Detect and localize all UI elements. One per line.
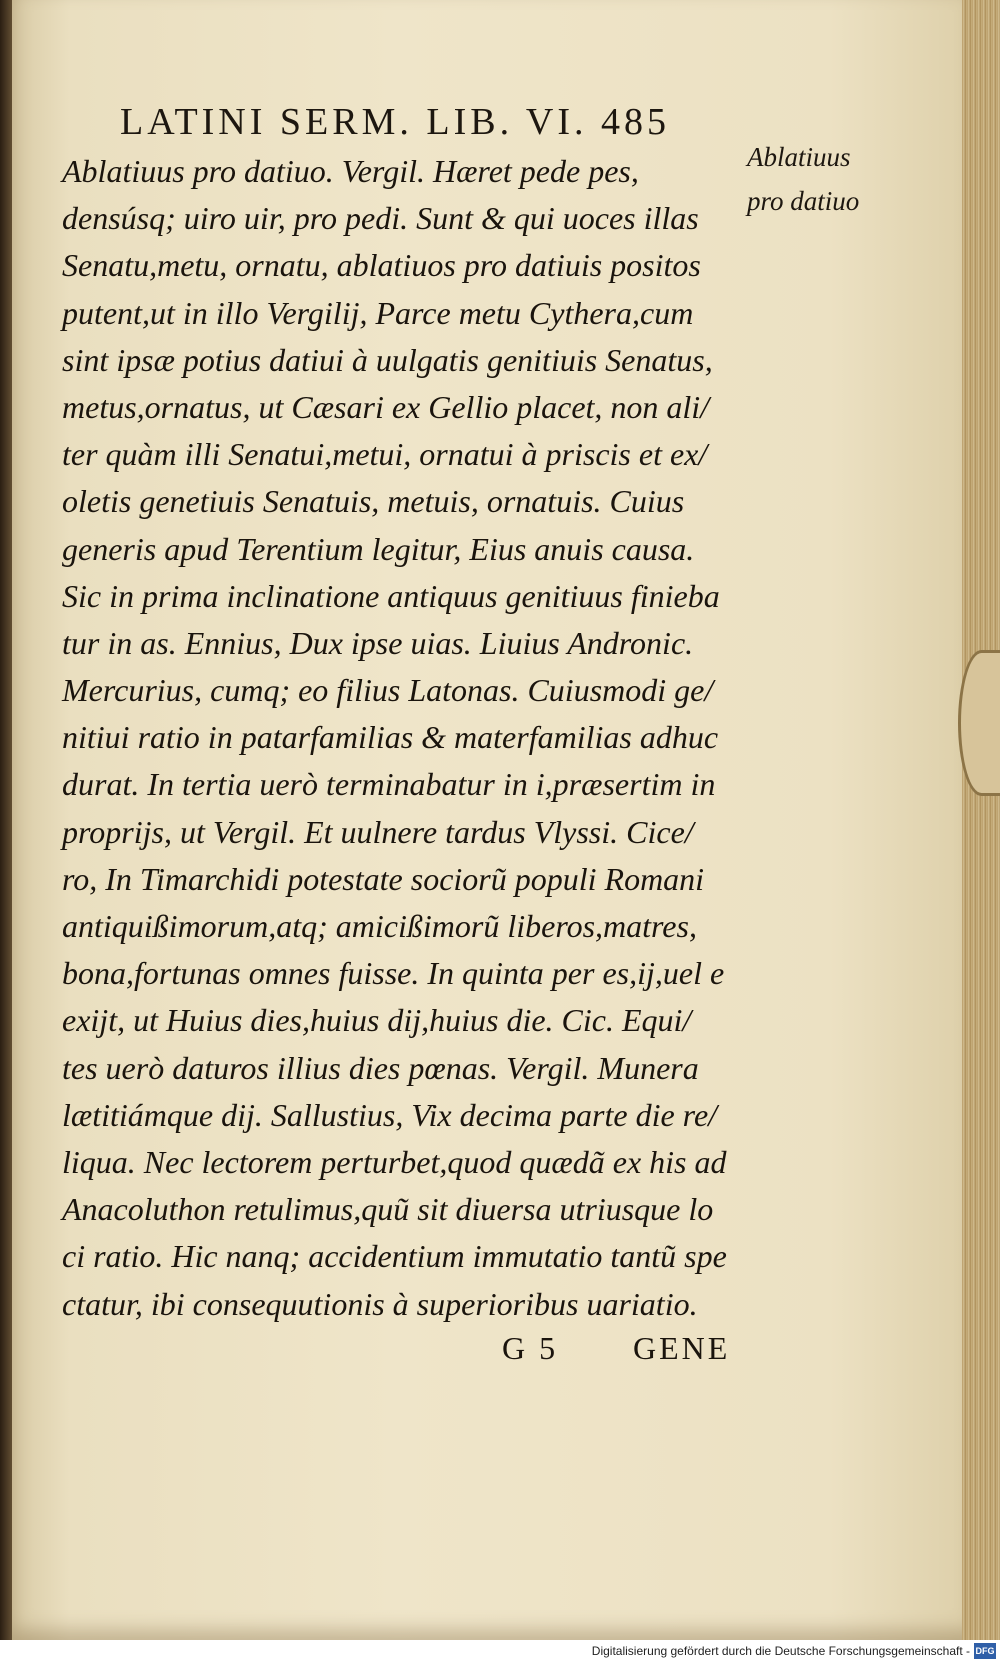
text-line: tur in as. Ennius, Dux ipse uias. Liuius Andronic. <box>62 624 694 661</box>
text-line: metus,ornatus, ut Cæsari ex Gellio placet, non ali/ <box>62 388 710 425</box>
text-line: nitiui ratio in patarfamilias & materfamilias adhuc <box>62 719 719 756</box>
text-line: exijt, ut Huius dies,huius dij,huius die. Cic. Equi/ <box>62 1002 692 1039</box>
text-line: bona,fortunas omnes fuisse. In quinta per es,ij,uel e <box>62 955 725 992</box>
text-line: lætitiámque dij. Sallustius, Vix decima parte die re/ <box>62 1096 718 1133</box>
text-line: tes uerò daturos illius dies pœnas. Vergil. Munera <box>62 1049 699 1086</box>
text-line: proprijs, ut Vergil. Et uulnere tardus Vlyssi. Cice/ <box>62 813 694 850</box>
text-line: ro, In Timarchidi potestate sociorũ populi Romani <box>62 860 705 897</box>
book-clasp <box>958 650 1000 796</box>
text-line: ter quàm illi Senatui,metui, ornatui à priscis et ex/ <box>62 436 708 473</box>
text-line: Senatu,metu, ornatu, ablatiuos pro datiuis positos <box>62 247 701 284</box>
text-line: Ablatiuus pro datiuo. Vergil. Hæret pede pes, <box>62 153 639 189</box>
page-edges <box>962 0 1000 1640</box>
text-line: ctatur, ibi consequutionis à superioribus uariatio. <box>62 1285 698 1322</box>
catchline <box>502 1330 772 1367</box>
book-page <box>12 0 974 1640</box>
text-line: antiquißimorum,atq; amicißimorũ liberos,matres, <box>62 908 697 944</box>
text-line: generis apud Terentium legitur, Eius anuis causa. <box>62 530 695 567</box>
running-header: LATINI SERM. LIB. VI. 485 <box>120 101 671 143</box>
marginal-note-line: pro datiuo <box>747 186 860 216</box>
text-line: densúsq; uiro uir, pro pedi. Sunt & qui uoces illas <box>62 200 699 237</box>
dfg-logo: DFG <box>974 1643 996 1659</box>
text-line: Sic in prima inclinatione antiquus genitiuus finieba <box>62 577 720 614</box>
body-text-block <box>62 148 762 1328</box>
text-line: oletis genetiuis Senatuis, metuis, ornatuis. Cuius <box>62 483 685 520</box>
marginal-note-line: Ablatiuus <box>747 142 851 172</box>
signature-mark: G 5 <box>502 1330 559 1366</box>
text-line: putent,ut in illo Vergilij, Parce metu Cythera,cum <box>62 294 694 331</box>
text-line: liqua. Nec lectorem perturbet,quod quædã ex his ad <box>62 1143 727 1180</box>
funding-credit: Digitalisierung gefördert durch die Deutsche Forschungsgemeinschaft - <box>591 1644 970 1658</box>
text-line: Anacoluthon retulimus,quũ sit diuersa utriusque lo <box>62 1191 714 1228</box>
footer-bar <box>0 1640 1000 1666</box>
text-line: durat. In tertia uerò terminabatur in i,præsertim in <box>62 766 716 803</box>
catchword: GENE <box>633 1330 731 1366</box>
text-line: Mercurius, cumq; eo filius Latonas. Cuiusmodi ge/ <box>62 672 714 709</box>
text-line: sint ipsæ potius datiui à uulgatis genitiuis Senatus, <box>62 341 713 378</box>
text-line: ci ratio. Hic nanq; accidentium immutatio tantũ spe <box>62 1238 727 1275</box>
marginal-note <box>747 135 882 223</box>
